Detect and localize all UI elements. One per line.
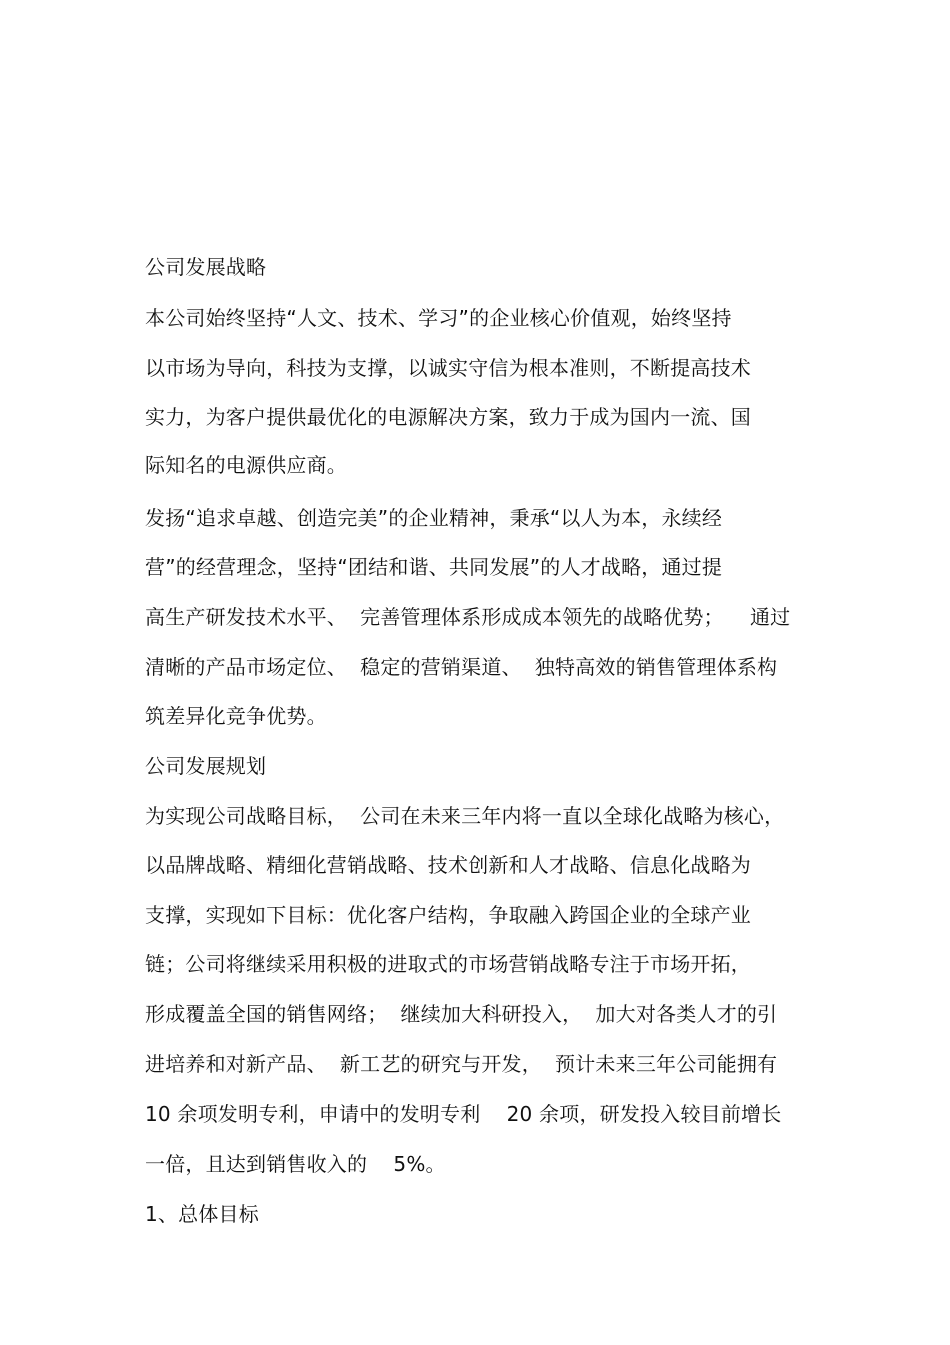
- paragraph-line: 本公司始终坚持“人文、技术、学习”的企业核心价值观，始终坚持: [145, 306, 732, 330]
- paragraph-line: 链；公司将继续采用积极的进取式的市场营销战略专注于市场开拓，: [145, 952, 751, 976]
- paragraph-line: 际知名的电源供应商。: [145, 453, 347, 477]
- paragraph-line: 筑差异化竞争优势。: [145, 704, 327, 728]
- section-heading-strategy: 公司发展战略: [145, 255, 267, 279]
- paragraph-line: 为实现公司战略目标， 公司在未来三年内将一直以全球化战略为核心，: [145, 804, 785, 828]
- subsection-heading: 1、总体目标: [145, 1202, 259, 1226]
- section-heading-planning: 公司发展规划: [145, 754, 267, 778]
- paragraph-line: 发扬“追求卓越、创造完美”的企业精神，秉承“以人为本，永续经: [145, 506, 723, 530]
- paragraph-line: 以市场为导向，科技为支撑，以诚实守信为根本准则，不断提高技术: [145, 356, 751, 380]
- paragraph-line: 清晰的产品市场定位、 稳定的营销渠道、 独特高效的销售管理体系构: [145, 655, 778, 679]
- paragraph-line: 营”的经营理念，坚持“团结和谐、共同发展”的人才战略，通过提: [145, 555, 723, 579]
- paragraph-line: 支撑，实现如下目标：优化客户结构，争取融入跨国企业的全球产业: [145, 903, 751, 927]
- paragraph-line: 高生产研发技术水平、 完善管理体系形成成本领先的战略优势； 通过: [145, 605, 791, 629]
- paragraph-line: 一倍，且达到销售收入的 5%。: [145, 1152, 446, 1176]
- paragraph-line: 进培养和对新产品、 新工艺的研究与开发， 预计未来三年公司能拥有: [145, 1052, 778, 1076]
- paragraph-line: 形成覆盖全国的销售网络； 继续加大科研投入， 加大对各类人才的引: [145, 1002, 778, 1026]
- paragraph-line: 10 余项发明专利，申请中的发明专利 20 余项，研发投入较目前增长: [145, 1102, 782, 1126]
- paragraph-line: 实力，为客户提供最优化的电源解决方案，致力于成为国内一流、国: [145, 405, 751, 429]
- paragraph-line: 以品牌战略、精细化营销战略、技术创新和人才战略、信息化战略为: [145, 853, 751, 877]
